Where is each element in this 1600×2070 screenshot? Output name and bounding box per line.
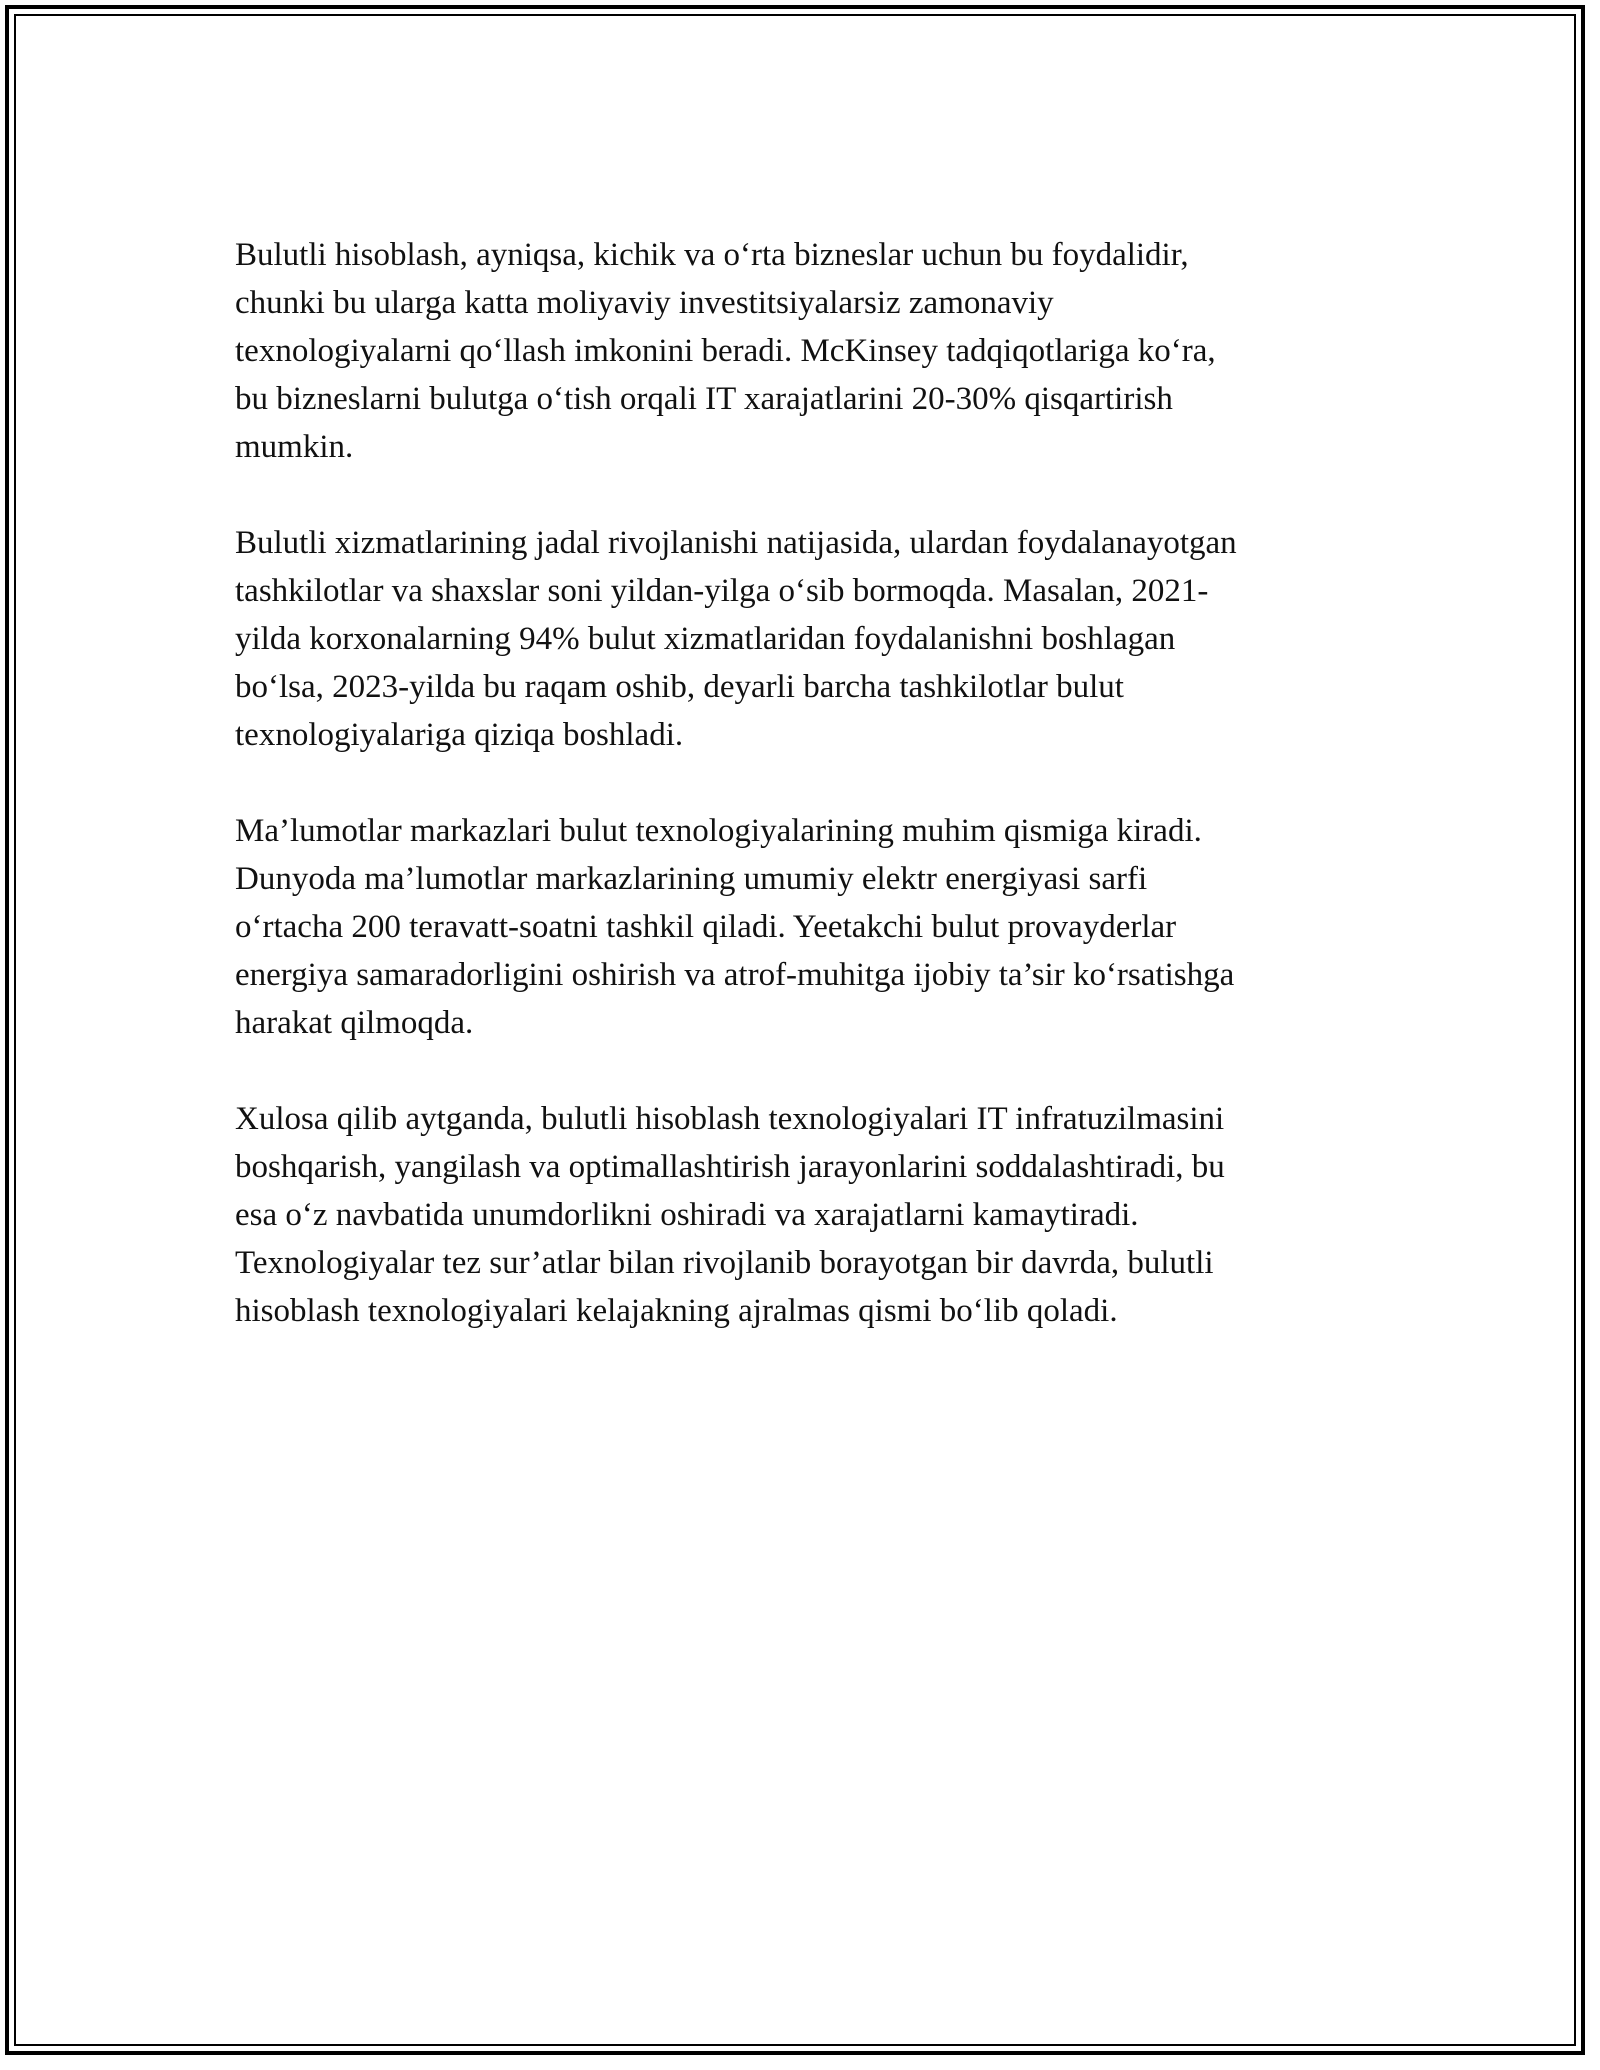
paragraph-cloud-computing-smb bbox=[235, 231, 1370, 471]
text-line: energiya samaradorligini oshirish va atrof-muhitga ijobiy ta’sir ko‘rsatishga bbox=[235, 957, 1235, 993]
text-line: harakat qilmoqda. bbox=[235, 1005, 474, 1041]
text-line: chunki bu ularga katta moliyaviy investitsiyalarsiz zamonaviy bbox=[235, 285, 1054, 321]
text-line: texnologiyalarni qo‘llash imkonini beradi. McKinsey tadqiqotlariga ko‘ra, bbox=[235, 333, 1216, 369]
text-line: bo‘lsa, 2023-yilda bu raqam oshib, deyarli barcha tashkilotlar bulut bbox=[235, 669, 1124, 705]
text-line: texnologiyalariga qiziqa boshladi. bbox=[235, 717, 684, 753]
text-line: mumkin. bbox=[235, 429, 354, 465]
text-line: esa o‘z navbatida unumdorlikni oshiradi va xarajatlarni kamaytiradi. bbox=[235, 1197, 1139, 1233]
text-line: hisoblash texnologiyalari kelajakning ajralmas qismi bo‘lib qoladi. bbox=[235, 1293, 1118, 1329]
text-line: Bulutli xizmatlarining jadal rivojlanishi natijasida, ulardan foydalanayotgan bbox=[235, 525, 1237, 561]
text-line: Bulutli hisoblash, ayniqsa, kichik va o‘rta bizneslar uchun bu foydalidir, bbox=[235, 237, 1189, 273]
text-line: bu bizneslarni bulutga o‘tish orqali IT xarajatlarini 20-30% qisqartirish bbox=[235, 381, 1173, 417]
text-line: o‘rtacha 200 teravatt-soatni tashkil qiladi. Yeetakchi bulut provayderlar bbox=[235, 909, 1177, 945]
text-line: Xulosa qilib aytganda, bulutli hisoblash texnologiyalari IT infratuzilmasini bbox=[235, 1101, 1225, 1137]
text-line: Texnologiyalar tez sur’atlar bilan rivojlanib borayotgan bir davrda, bulutli bbox=[235, 1245, 1214, 1281]
paragraph-data-centers bbox=[235, 807, 1370, 1047]
text-line: Ma’lumotlar markazlari bulut texnologiyalarining muhim qismiga kiradi. bbox=[235, 813, 1202, 849]
paragraph-cloud-services-growth bbox=[235, 519, 1370, 759]
text-line: boshqarish, yangilash va optimallashtirish jarayonlarini soddalashtiradi, bu bbox=[235, 1149, 1225, 1185]
document-body bbox=[235, 231, 1370, 1383]
paragraph-conclusion bbox=[235, 1095, 1370, 1335]
text-line: tashkilotlar va shaxslar soni yildan-yilga o‘sib bormoqda. Masalan, 2021- bbox=[235, 573, 1209, 609]
text-line: yilda korxonalarning 94% bulut xizmatlaridan foydalanishni boshlagan bbox=[235, 621, 1176, 657]
text-line: Dunyoda ma’lumotlar markazlarining umumiy elektr energiyasi sarfi bbox=[235, 861, 1148, 897]
